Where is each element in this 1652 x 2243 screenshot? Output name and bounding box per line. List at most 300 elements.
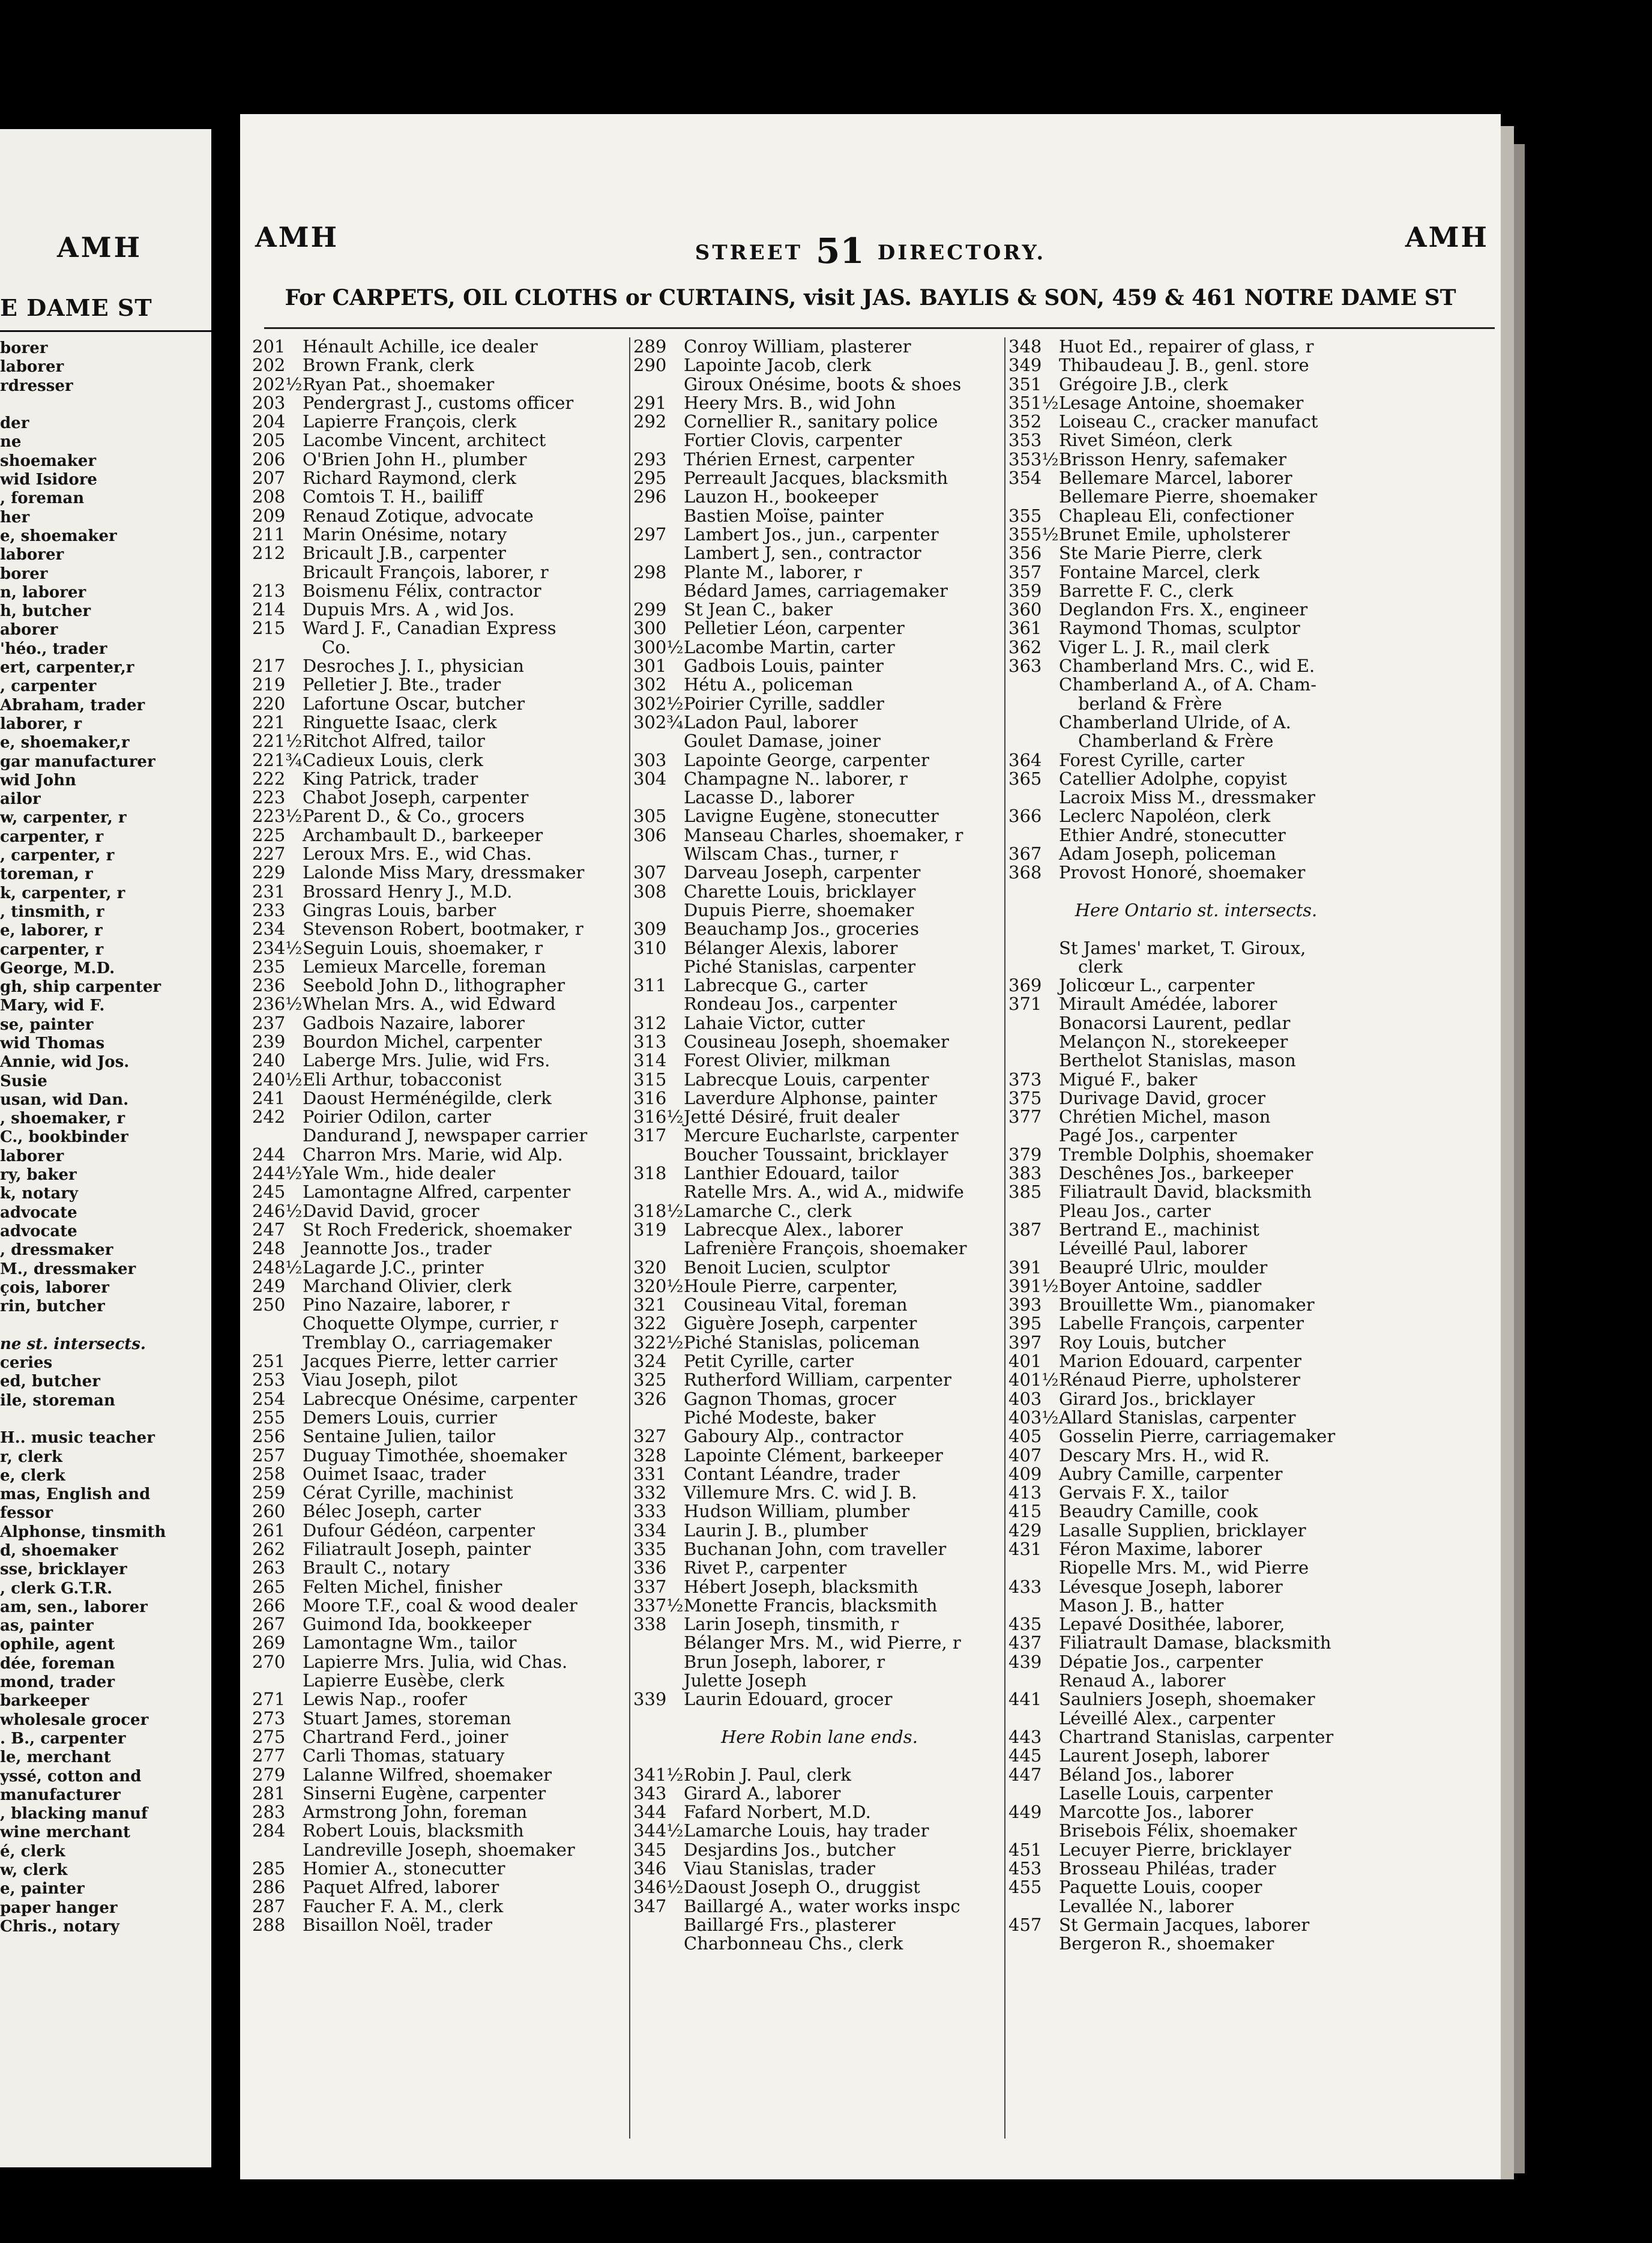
directory-entry (633, 469, 1005, 488)
street-number: 321 (633, 1294, 667, 1315)
street-number: 265 (252, 1576, 286, 1597)
left-page-line: ailor (0, 790, 41, 809)
directory-entry (1008, 958, 1384, 976)
directory-entry (633, 863, 1005, 882)
street-number: 285 (252, 1858, 286, 1879)
resident-entry: Ladon Paul, laborer (684, 711, 858, 732)
resident-entry: Cousineau Vital, foreman (684, 1294, 908, 1315)
street-number: 315 (633, 1069, 667, 1090)
resident-entry: Hétu A., policeman (684, 674, 854, 695)
directory-entry (252, 713, 627, 732)
resident-entry: Villemure Mrs. C. wid J. B. (684, 1482, 917, 1503)
resident-entry: Seguin Louis, shoemaker, r (303, 937, 543, 958)
directory-entry (633, 1202, 1005, 1221)
resident-entry: Bricault J.B., carpenter (303, 543, 506, 564)
directory-entry (252, 1766, 627, 1784)
street-number: 336 (633, 1557, 667, 1578)
street-number: 355 (1008, 505, 1042, 526)
directory-entry (252, 1746, 627, 1765)
resident-entry: Marion Edouard, carpenter (1059, 1351, 1301, 1372)
resident-entry: Gingras Louis, barber (303, 899, 496, 920)
resident-entry: Viger L. J. R., mail clerk (1059, 636, 1270, 657)
directory-entry (1008, 1089, 1384, 1108)
street-number: 248 (252, 1238, 286, 1259)
resident-entry: Mason J. B., hatter (1059, 1595, 1224, 1616)
resident-entry: Felten Michel, finisher (303, 1576, 502, 1597)
street-number: 302½ (633, 693, 684, 714)
street-number: 306 (633, 824, 667, 845)
directory-entry (1008, 1390, 1384, 1408)
directory-entry (1008, 1277, 1384, 1296)
resident-entry: Lasalle Supplien, bricklayer (1059, 1520, 1306, 1541)
resident-entry: Goulet Damase, joiner (684, 731, 881, 752)
street-number: 275 (252, 1726, 286, 1747)
resident-entry: Gagnon Thomas, grocer (684, 1388, 896, 1409)
directory-entry (252, 1333, 627, 1352)
resident-entry: Lalanne Wilfred, shoemaker (303, 1764, 552, 1785)
street-number: 302 (633, 674, 667, 695)
directory-entry (633, 1408, 1005, 1427)
resident-entry: Dupuis Mrs. A , wid Jos. (303, 599, 515, 620)
left-page-line: yssé, cotton and (0, 1767, 142, 1786)
directory-entry (252, 469, 627, 488)
resident-entry: Whelan Mrs. A., wid Edward (303, 994, 556, 1015)
left-page-line: mas, English and (0, 1485, 151, 1504)
resident-entry: Labelle François, carpenter (1059, 1313, 1304, 1334)
resident-entry: Julette Joseph (684, 1670, 807, 1691)
resident-entry: Archambault D., barkeeper (303, 824, 543, 845)
directory-entry (633, 883, 1005, 901)
street-number: 304 (633, 768, 667, 789)
resident-entry: Co. (322, 636, 351, 657)
street-number: 267 (252, 1614, 286, 1635)
directory-entry (252, 450, 627, 469)
resident-entry: Adam Joseph, policeman (1059, 844, 1276, 865)
street-number: 262 (252, 1539, 286, 1559)
directory-entry (1008, 976, 1384, 995)
directory-entry (633, 1766, 1005, 1784)
street-number: 290 (633, 355, 667, 376)
directory-entry (1008, 394, 1384, 412)
street-number: 383 (1008, 1163, 1042, 1184)
left-page-header: AMH (57, 231, 143, 264)
resident-entry: Lacroix Miss M., dressmaker (1059, 787, 1315, 808)
resident-entry: Ratelle Mrs. A., wid A., midwife (684, 1182, 964, 1203)
street-number: 393 (1008, 1294, 1042, 1315)
directory-entry (1008, 657, 1384, 675)
street-number: 415 (1008, 1501, 1042, 1522)
directory-entry (252, 600, 627, 619)
street-number: 337½ (633, 1595, 684, 1616)
header-left: AMH (255, 221, 339, 253)
left-page-line: wine merchant (0, 1823, 131, 1842)
directory-entry (633, 1559, 1005, 1577)
resident-entry: Lafrenière François, shoemaker (684, 1238, 967, 1259)
directory-entry (633, 995, 1005, 1013)
directory-entry (633, 1296, 1005, 1314)
directory-entry (633, 713, 1005, 732)
resident-entry: King Patrick, trader (303, 768, 478, 789)
street-number: 339 (633, 1689, 667, 1710)
resident-entry: Laselle Louis, carpenter (1059, 1783, 1273, 1804)
directory-entry (252, 1314, 627, 1333)
directory-entry (1008, 1916, 1384, 1934)
directory-entry (252, 1502, 627, 1521)
street-number: 259 (252, 1482, 286, 1503)
street-number: 302¾ (633, 711, 684, 732)
left-page-line (0, 1410, 211, 1429)
resident-entry: Lacombe Vincent, architect (303, 430, 546, 451)
left-page-line: , foreman (0, 489, 85, 508)
left-page-line: carpenter, r (0, 940, 104, 959)
street-number: 263 (252, 1557, 286, 1578)
directory-entry (1008, 695, 1384, 713)
directory-entry (1008, 488, 1384, 506)
directory-entry (633, 1126, 1005, 1145)
left-page-line: dée, foreman (0, 1654, 115, 1673)
left-page-line: shoemaker (0, 451, 97, 470)
street-number: 307 (633, 862, 667, 883)
street-number: 257 (252, 1445, 286, 1466)
resident-entry: Moore T.F., coal & wood dealer (303, 1595, 577, 1616)
header-rule (264, 327, 1495, 329)
directory-entry (252, 1653, 627, 1671)
resident-entry: Heery Mrs. B., wid John (684, 392, 896, 413)
resident-entry: Lapierre Mrs. Julia, wid Chas. (303, 1651, 568, 1672)
directory-entry (252, 488, 627, 506)
directory-entry (633, 1146, 1005, 1164)
resident-entry: Brouillette Wm., pianomaker (1059, 1294, 1315, 1315)
street-number: 431 (1008, 1539, 1042, 1559)
directory-entry (252, 1634, 627, 1652)
resident-entry: Filiatrault David, blacksmith (1059, 1182, 1312, 1203)
resident-entry: Bellemare Marcel, laborer (1059, 468, 1292, 489)
resident-entry: Brossard Henry J., M.D. (303, 881, 513, 902)
directory-entry (252, 1408, 627, 1427)
left-page-line: as, painter (0, 1617, 94, 1635)
directory-entry (1008, 863, 1384, 882)
left-page-line (0, 1316, 211, 1335)
directory-entry (1008, 1596, 1384, 1615)
left-page-subheader: E DAME ST (0, 294, 152, 321)
resident-entry: Melançon N., storekeeper (1059, 1031, 1288, 1052)
directory-entry (633, 582, 1005, 600)
left-page-line: toreman, r (0, 865, 93, 884)
directory-entry (252, 337, 627, 356)
street-number: 229 (252, 862, 286, 883)
left-page-line: laborer (0, 358, 64, 376)
street-number: 349 (1008, 355, 1042, 376)
street-number: 236 (252, 975, 286, 996)
street-number: 225 (252, 824, 286, 845)
directory-entry (1008, 337, 1384, 356)
directory-entry (1008, 600, 1384, 619)
left-page-line: w, clerk (0, 1861, 68, 1880)
street-number: 451 (1008, 1839, 1042, 1860)
resident-entry: Champagne N.. laborer, r (684, 768, 908, 789)
street-number: 447 (1008, 1764, 1042, 1785)
page-number: 51 (816, 231, 864, 271)
left-page-line: Annie, wid Jos. (0, 1053, 130, 1072)
street-number: 277 (252, 1745, 286, 1766)
left-page-line: , clerk G.T.R. (0, 1579, 113, 1598)
resident-entry: Piché Stanislas, carpenter (684, 956, 916, 977)
directory-entry (252, 1352, 627, 1371)
directory-entry (633, 1653, 1005, 1671)
directory-entry (633, 1540, 1005, 1559)
left-page-line: n, laborer (0, 583, 86, 602)
resident-entry: Pendergrast J., customs officer (303, 392, 574, 413)
resident-entry: Renaud Zotique, advocate (303, 505, 534, 526)
street-number: 292 (633, 411, 667, 432)
street-number: 312 (633, 1012, 667, 1033)
directory-entry (633, 1878, 1005, 1897)
resident-entry: Lambert J, sen., contractor (684, 543, 921, 564)
resident-entry: Guimond Ida, bookkeeper (303, 1614, 531, 1635)
street-number: 234½ (252, 937, 303, 958)
street-number: 214 (252, 599, 286, 620)
resident-entry: Charette Louis, bricklayer (684, 881, 916, 902)
resident-entry: Catellier Adolphe, copyist (1059, 768, 1287, 789)
directory-entry (1008, 1183, 1384, 1201)
directory-entry (1008, 1446, 1384, 1465)
street-number: 453 (1008, 1858, 1042, 1879)
resident-entry: Houle Pierre, carpenter, (684, 1275, 898, 1296)
street-number: 260 (252, 1501, 286, 1522)
directory-entry (252, 619, 627, 638)
directory-entry (633, 939, 1005, 958)
resident-entry: Hénault Achille, ice dealer (303, 336, 538, 357)
resident-entry: Fontaine Marcel, clerk (1059, 561, 1260, 582)
left-page-line: laborer (0, 1147, 64, 1165)
directory-entry (252, 920, 627, 938)
street-number: 310 (633, 937, 667, 958)
directory-entry (1008, 1897, 1384, 1916)
resident-entry: Loiseau C., cracker manufact (1059, 411, 1318, 432)
street-number: 433 (1008, 1576, 1042, 1597)
resident-entry: Gervais F. X., tailor (1059, 1482, 1229, 1503)
directory-column-2 (633, 337, 1005, 1954)
street-number: 337 (633, 1576, 667, 1597)
left-page-line: Mary, wid F. (0, 997, 105, 1015)
directory-entry (252, 1578, 627, 1596)
resident-entry: Dufour Gédéon, carpenter (303, 1520, 535, 1541)
directory-entry (252, 939, 627, 958)
resident-entry: Brault C., notary (303, 1557, 450, 1578)
street-number: 324 (633, 1351, 667, 1372)
street-number: 305 (633, 806, 667, 827)
street-number: 202½ (252, 373, 303, 394)
directory-entry (252, 1822, 627, 1840)
resident-entry: Chamberland Ulride, of A. (1059, 711, 1291, 732)
resident-entry: Duguay Timothée, shoemaker (303, 1445, 567, 1466)
street-number: 457 (1008, 1914, 1042, 1935)
left-page-line: C., bookbinder (0, 1128, 128, 1147)
street-number: 360 (1008, 599, 1042, 620)
street-number: 213 (252, 580, 286, 601)
directory-entry (633, 807, 1005, 826)
street-number: 227 (252, 844, 286, 865)
directory-entry (1008, 450, 1384, 469)
directory-entry (1008, 713, 1384, 732)
left-page-line: é, clerk (0, 1842, 65, 1861)
left-page-line: se, painter (0, 1015, 94, 1034)
street-number: 255 (252, 1407, 286, 1428)
resident-entry: Fafard Norbert, M.D. (684, 1802, 871, 1823)
resident-entry: Leroux Mrs. E., wid Chas. (303, 844, 532, 865)
directory-entry (633, 1578, 1005, 1596)
directory-entry (1008, 563, 1384, 582)
resident-entry: Lamontagne Wm., tailor (303, 1632, 517, 1653)
street-number: 242 (252, 1106, 286, 1128)
directory-entry (252, 1559, 627, 1577)
directory-entry (1008, 1803, 1384, 1822)
left-page-line: der (0, 414, 29, 433)
directory-column-1 (252, 337, 627, 1934)
street-number: 300 (633, 618, 667, 639)
resident-entry: Hébert Joseph, blacksmith (684, 1576, 918, 1597)
directory-entry (252, 788, 627, 807)
resident-entry: Dupuis Pierre, shoemaker (684, 899, 914, 920)
directory-entry (633, 1164, 1005, 1183)
left-page-line: ed, butcher (0, 1372, 100, 1391)
resident-entry: Béland Jos., laborer (1059, 1764, 1234, 1785)
book-gutter (211, 102, 240, 2191)
left-page-line: wid Isidore (0, 471, 97, 489)
resident-entry: clerk (1078, 956, 1123, 977)
directory-entry (633, 1803, 1005, 1822)
street-number: 201 (252, 336, 286, 357)
directory-entry (252, 356, 627, 375)
page-edge (1501, 126, 1514, 2179)
resident-entry: Baillargé A., water works inspc (684, 1895, 960, 1916)
left-page-line: k, notary (0, 1185, 79, 1203)
resident-entry: Provost Honoré, shoemaker (1059, 862, 1306, 883)
street-note: Here Robin lane ends. (721, 1726, 918, 1747)
left-page-line: am, sen., laborer (0, 1598, 148, 1616)
street-number: 215 (252, 618, 286, 639)
street-number: 348 (1008, 336, 1042, 357)
resident-entry: Buchanan John, com traveller (684, 1539, 947, 1559)
left-page-line: Alphonse, tinsmith (0, 1523, 166, 1541)
resident-entry: Jacques Pierre, letter carrier (303, 1351, 558, 1372)
directory-entry (1008, 1540, 1384, 1559)
directory-entry (633, 1033, 1005, 1051)
resident-entry: Renaud A., laborer (1059, 1670, 1226, 1691)
resident-entry: Allard Stanislas, carpenter (1059, 1407, 1296, 1428)
resident-entry: Pagé Jos., carpenter (1059, 1125, 1237, 1146)
resident-entry: Chabot Joseph, carpenter (303, 787, 529, 808)
resident-entry: Fortier Clovis, carpenter (684, 430, 902, 451)
directory-entry (633, 1859, 1005, 1878)
left-page-line (0, 396, 211, 414)
left-page-line: Abraham, trader (0, 696, 145, 714)
directory-entry (1008, 431, 1384, 450)
street-number: 297 (633, 524, 667, 545)
street-number: 269 (252, 1632, 286, 1653)
street-number: 395 (1008, 1313, 1042, 1334)
directory-entry (633, 1333, 1005, 1352)
street-number: 318 (633, 1163, 667, 1184)
resident-entry: berland & Frère (1078, 693, 1222, 714)
directory-entry (633, 1465, 1005, 1484)
left-page-line: e, painter (0, 1880, 85, 1898)
directory-entry (1008, 1333, 1384, 1352)
street-number: 233 (252, 899, 286, 920)
left-page-lines (0, 339, 211, 1936)
left-page-line: e, shoemaker,r (0, 734, 130, 752)
directory-entry (633, 1784, 1005, 1803)
left-page-line: borer (0, 564, 48, 583)
street-number: 401½ (1008, 1369, 1059, 1390)
street-number: 373 (1008, 1069, 1042, 1090)
directory-entry (252, 394, 627, 412)
resident-entry: Chartrand Stanislas, carpenter (1059, 1726, 1334, 1747)
left-page-line: laborer, r (0, 714, 82, 733)
resident-entry: Léveillé Paul, laborer (1059, 1238, 1247, 1259)
resident-entry: Cousineau Joseph, shoemaker (684, 1031, 949, 1052)
street-number: 273 (252, 1707, 286, 1728)
street-number: 234 (252, 919, 286, 940)
street-number: 261 (252, 1520, 286, 1541)
directory-entry (1008, 1559, 1384, 1577)
directory-entry (1008, 1766, 1384, 1784)
resident-entry: Aubry Camille, carpenter (1059, 1463, 1283, 1484)
resident-entry: Brisson Henry, safemaker (1059, 448, 1286, 469)
street-number: 298 (633, 561, 667, 582)
street-number: 443 (1008, 1726, 1042, 1747)
resident-entry: Lewis Nap., roofer (303, 1689, 468, 1710)
left-page-line: gar manufacturer (0, 752, 155, 771)
directory-entry (1008, 995, 1384, 1013)
left-page-line: w, carpenter, r (0, 809, 127, 827)
street-number: 221 (252, 711, 286, 732)
left-page-line: advocate (0, 1203, 77, 1222)
directory-entry (252, 1070, 627, 1089)
directory-entry (1008, 1746, 1384, 1765)
street-number: 413 (1008, 1482, 1042, 1503)
left-page-line: advocate (0, 1222, 77, 1240)
directory-entry (252, 1390, 627, 1408)
directory-entry (252, 1164, 627, 1183)
directory-entry (252, 1446, 627, 1465)
resident-entry: Monette Francis, blacksmith (684, 1595, 938, 1616)
left-page-line: e, shoemaker (0, 527, 117, 545)
resident-entry: Desroches J. I., physician (303, 656, 524, 677)
left-page-line: paper hanger (0, 1898, 118, 1917)
directory-entry (252, 1859, 627, 1878)
directory-entry (633, 788, 1005, 807)
left-page-line: k, carpenter, r (0, 884, 125, 902)
street-number: 301 (633, 656, 667, 677)
resident-entry: Thibaudeau J. B., genl. store (1059, 355, 1309, 376)
resident-entry: Hudson William, plumber (684, 1501, 909, 1522)
resident-entry: Lauzon H., bookeeper (684, 486, 878, 507)
street-number: 281 (252, 1783, 286, 1804)
directory-entry (633, 507, 1005, 525)
left-page-line: , dressmaker (0, 1241, 113, 1260)
resident-entry: St Germain Jacques, laborer (1059, 1914, 1310, 1935)
directory-entry (633, 920, 1005, 938)
left-page-line: her (0, 508, 30, 527)
resident-entry: Cérat Cyrille, machinist (303, 1482, 513, 1503)
directory-entry (633, 1352, 1005, 1371)
street-number: 206 (252, 448, 286, 469)
resident-entry: Rutherford William, carpenter (684, 1369, 951, 1390)
directory-entry (1008, 1859, 1384, 1878)
directory-entry (252, 675, 627, 694)
directory-entry (1008, 507, 1384, 525)
